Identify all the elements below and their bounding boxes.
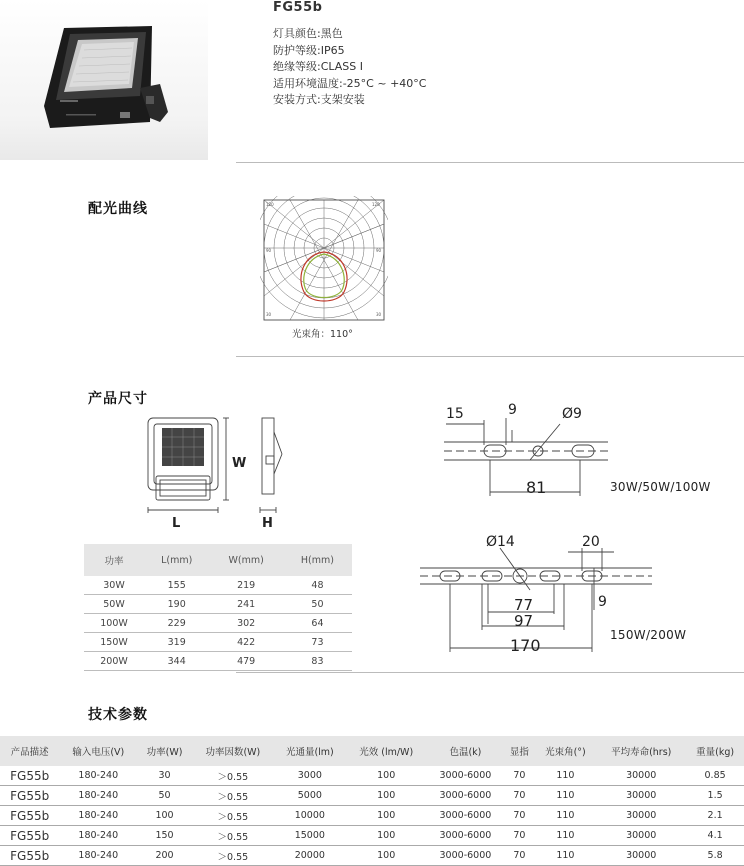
- cell: 302: [209, 614, 283, 633]
- mounting-drawing-small: [440, 398, 610, 506]
- spec-temperature: 适用环境温度:-25°C ~ +40°C: [273, 76, 427, 90]
- svg-text:30: 30: [266, 312, 272, 317]
- dim-81: 81: [526, 478, 547, 497]
- length-dimension-label: L: [172, 516, 181, 531]
- spec-installation: 安装方式:支架安装: [273, 93, 365, 106]
- cell: 100: [346, 786, 427, 806]
- dim-20: 20: [582, 534, 600, 550]
- dim-170: 170: [510, 636, 541, 655]
- cell: 3000-6000: [427, 766, 505, 786]
- cell: 150: [137, 826, 192, 846]
- cell: 100: [137, 806, 192, 826]
- mounting-slot-drawing-small: [440, 398, 610, 502]
- cell: 3000: [274, 766, 346, 786]
- cell: 2.1: [686, 806, 744, 826]
- cell: 100: [346, 846, 427, 866]
- dimension-table-header: [84, 544, 352, 576]
- table-row: [84, 576, 352, 595]
- header-input-voltage: 输入电压(V): [59, 736, 137, 766]
- cell: 30000: [596, 806, 686, 826]
- cell: 155: [144, 576, 209, 595]
- cell: 0.85: [686, 766, 744, 786]
- beam-angle-label: 光束角：110°: [292, 329, 353, 340]
- svg-text:120: 120: [372, 202, 380, 207]
- cell: FG55b: [0, 826, 59, 846]
- header-power: 功率: [84, 544, 144, 576]
- header-lifetime: 平均寿命(hrs): [596, 736, 686, 766]
- cell: 110: [535, 786, 597, 806]
- header-efficacy: 光效 (lm/W): [346, 736, 427, 766]
- cell: 30: [137, 766, 192, 786]
- cell: FG55b: [0, 766, 59, 786]
- cell: 70: [504, 766, 534, 786]
- cell: 110: [535, 846, 597, 866]
- cell: 30000: [596, 846, 686, 866]
- dim-hole-diameter-large: Ø14: [486, 534, 515, 550]
- header-length: L(mm): [144, 544, 209, 576]
- cell: 50W: [84, 595, 144, 614]
- cell: 219: [209, 576, 283, 595]
- floodlight-image: [0, 0, 208, 160]
- cell: ＞0.55: [192, 786, 274, 806]
- spec-ip: 防护等级:IP65: [273, 43, 345, 57]
- cell: 70: [504, 786, 534, 806]
- cell: 100: [346, 766, 427, 786]
- section-title-technical: 技术参数: [88, 707, 148, 723]
- cell: 30000: [596, 826, 686, 846]
- cell: 20000: [274, 846, 346, 866]
- header-weight: 重量(kg): [686, 736, 744, 766]
- spec-insulation: 绝缘等级:CLASS Ⅰ: [273, 60, 363, 73]
- cell: 479: [209, 652, 283, 671]
- cell: 110: [535, 766, 597, 786]
- cell: 70: [504, 826, 534, 846]
- cell: FG55b: [0, 806, 59, 826]
- cell: 3000-6000: [427, 786, 505, 806]
- table-row: [0, 846, 744, 866]
- header-description: 产品描述: [0, 736, 59, 766]
- header-color-temperature: 色温(k): [427, 736, 505, 766]
- svg-text:90: 90: [376, 248, 382, 253]
- cell: 50: [283, 595, 352, 614]
- divider: [236, 672, 744, 673]
- height-dimension-label: H: [262, 516, 273, 531]
- cell: 344: [144, 652, 209, 671]
- cell: ＞0.55: [192, 766, 274, 786]
- header-power: 功率(W): [137, 736, 192, 766]
- cell: 229: [144, 614, 209, 633]
- table-row: [84, 652, 352, 671]
- cell: 15000: [274, 826, 346, 846]
- mounting-wattage-small: 30W/50W/100W: [610, 480, 711, 494]
- cell: 30W: [84, 576, 144, 595]
- table-row: [0, 806, 744, 826]
- width-dimension-label: W: [232, 456, 247, 471]
- cell: 180-240: [59, 826, 137, 846]
- dim-9-top: 9: [508, 402, 517, 418]
- section-title-light-curve: 配光曲线: [88, 201, 148, 217]
- divider: [236, 162, 744, 163]
- cell: 48: [283, 576, 352, 595]
- cell: FG55b: [0, 846, 59, 866]
- cell: 100: [346, 806, 427, 826]
- cell: FG55b: [0, 786, 59, 806]
- dim-hole-diameter: Ø9: [562, 406, 582, 422]
- section-title-dimensions: 产品尺寸: [88, 391, 148, 407]
- dimension-table: [84, 544, 352, 671]
- cell: 10000: [274, 806, 346, 826]
- svg-text:90: 90: [266, 248, 272, 253]
- cell: 180-240: [59, 766, 137, 786]
- header-beam-angle: 光束角(°): [535, 736, 597, 766]
- cell: 200: [137, 846, 192, 866]
- dim-97: 97: [514, 612, 534, 630]
- cell: 100W: [84, 614, 144, 633]
- cell: 3000-6000: [427, 806, 505, 826]
- table-row: [84, 633, 352, 652]
- cell: 150W: [84, 633, 144, 652]
- tech-table-header: [0, 736, 744, 766]
- product-photo: [0, 0, 208, 160]
- header-height: H(mm): [283, 544, 352, 576]
- cell: 319: [144, 633, 209, 652]
- dim-9: 9: [598, 594, 607, 610]
- divider: [236, 356, 744, 357]
- header-cri: 显指: [504, 736, 534, 766]
- cell: 70: [504, 846, 534, 866]
- cell: 180-240: [59, 806, 137, 826]
- cell: 5.8: [686, 846, 744, 866]
- cell: ＞0.55: [192, 826, 274, 846]
- cell: 1.5: [686, 786, 744, 806]
- svg-text:30: 30: [376, 312, 382, 317]
- cell: 70: [504, 806, 534, 826]
- table-row: [84, 614, 352, 633]
- cell: 422: [209, 633, 283, 652]
- cell: ＞0.55: [192, 806, 274, 826]
- cell: 110: [535, 806, 597, 826]
- mounting-wattage-large: 150W/200W: [610, 628, 687, 642]
- header-luminous-flux: 光通量(lm): [274, 736, 346, 766]
- table-row: [0, 766, 744, 786]
- cell: 200W: [84, 652, 144, 671]
- dimension-drawing: [140, 410, 290, 538]
- header-power-factor: 功率因数(W): [192, 736, 274, 766]
- cell: 190: [144, 595, 209, 614]
- cell: 4.1: [686, 826, 744, 846]
- technical-parameters-table: [0, 736, 744, 866]
- header-width: W(mm): [209, 544, 283, 576]
- cell: 3000-6000: [427, 846, 505, 866]
- cell: 3000-6000: [427, 826, 505, 846]
- spec-list: [273, 26, 426, 109]
- dim-15: 15: [446, 406, 464, 422]
- cell: 100: [346, 826, 427, 846]
- cell: 83: [283, 652, 352, 671]
- cell: 180-240: [59, 846, 137, 866]
- cell: 110: [535, 826, 597, 846]
- table-row: [0, 786, 744, 806]
- table-row: [0, 826, 744, 846]
- spec-color: 灯具颜色:黑色: [273, 27, 343, 40]
- cell: 5000: [274, 786, 346, 806]
- cell: 30000: [596, 786, 686, 806]
- cell: 50: [137, 786, 192, 806]
- table-row: [84, 595, 352, 614]
- cell: 73: [283, 633, 352, 652]
- cell: 180-240: [59, 786, 137, 806]
- polar-curve-chart: [260, 196, 388, 326]
- cell: 64: [283, 614, 352, 633]
- model-name: FG55b: [273, 0, 323, 15]
- cell: 30000: [596, 766, 686, 786]
- polar-diagram: [260, 196, 388, 340]
- mounting-drawing-large: [418, 534, 654, 662]
- cell: ＞0.55: [192, 846, 274, 866]
- svg-text:120: 120: [266, 202, 274, 207]
- dim-77: 77: [514, 596, 534, 614]
- cell: 241: [209, 595, 283, 614]
